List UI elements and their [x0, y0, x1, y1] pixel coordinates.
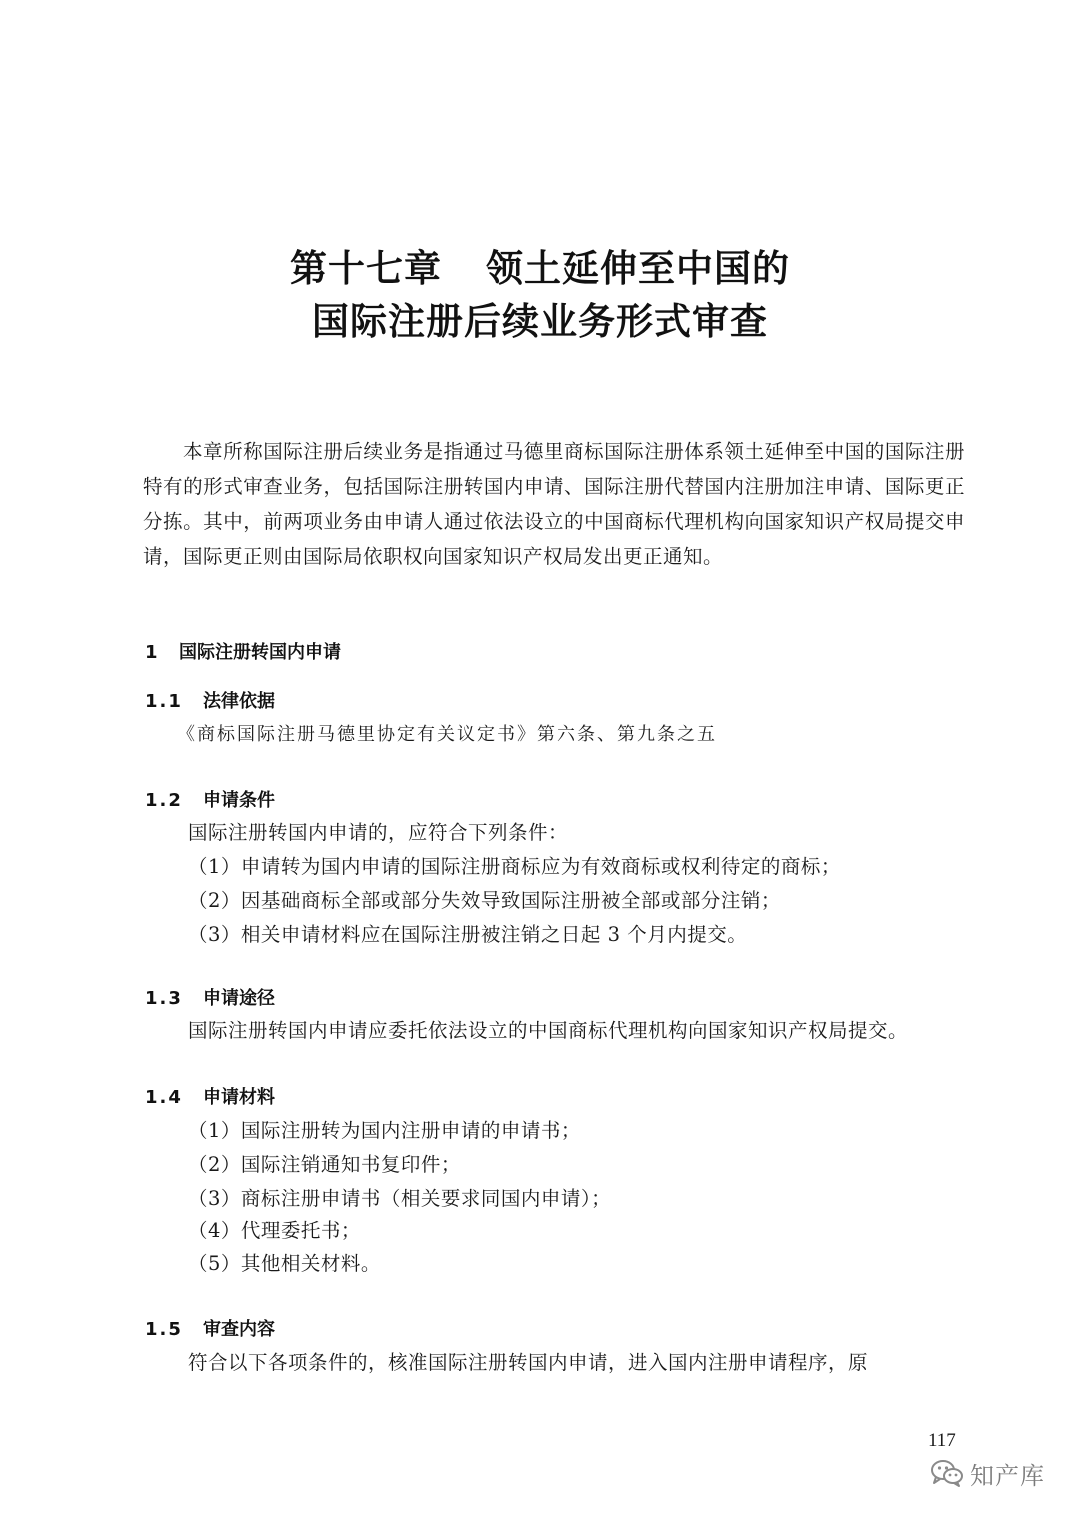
- subsection-1-3-heading: [145, 986, 275, 1012]
- review-content-text: 符合以下各项条件的，核准国际注册转国内申请，进入国内注册申请程序，原: [188, 1351, 869, 1374]
- subsection-1-2-heading: [145, 788, 275, 814]
- subsection-title: 申请材料: [203, 1087, 275, 1108]
- legal-basis-text: 《商标国际注册马德里协定有关议定书》第六条、第九条之五: [177, 724, 717, 745]
- subsection-1-1-heading: [145, 689, 275, 715]
- material-item-1: （1）国际注册转为国内注册申请的申请书；: [188, 1119, 581, 1142]
- material-item-3: （3）商标注册申请书（相关要求同国内申请）；: [188, 1187, 612, 1210]
- subsection-1-4-heading: [145, 1085, 275, 1111]
- material-item-4: （4）代理委托书；: [188, 1219, 361, 1242]
- condition-item-3: （3）相关申请材料应在国际注册被注销之日起 3 个月内提交。: [188, 923, 748, 946]
- chapter-title-part: 领土延伸至中国的: [486, 247, 790, 290]
- watermark: [930, 1455, 1045, 1491]
- subsection-title: 申请途径: [203, 988, 275, 1009]
- subsection-1-5-heading: [145, 1317, 275, 1343]
- section-title: 国际注册转国内申请: [179, 642, 341, 663]
- chapter-number: 第十七章: [290, 247, 442, 290]
- channel-text: 国际注册转国内申请应委托依法设立的中国商标代理机构向国家知识产权局提交。: [188, 1019, 909, 1042]
- subsection-number: 1.2: [145, 790, 183, 811]
- subsection-number: 1.1: [145, 691, 183, 712]
- condition-item-1: （1）申请转为国内申请的国际注册商标应为有效商标或权利待定的商标；: [188, 855, 841, 878]
- material-item-2: （2）国际注销通知书复印件；: [188, 1153, 461, 1176]
- wechat-icon: [930, 1458, 964, 1488]
- material-item-5: （5）其他相关材料。: [188, 1252, 381, 1275]
- section-1-heading: [145, 640, 341, 666]
- subsection-number: 1.3: [145, 988, 183, 1009]
- condition-item-2: （2）因基础商标全部或部分失效导致国际注册被全部或部分注销；: [188, 889, 781, 912]
- section-number: 1: [145, 642, 158, 663]
- subsection-title: 审查内容: [203, 1319, 275, 1340]
- subsection-number: 1.4: [145, 1087, 183, 1108]
- subsection-number: 1.5: [145, 1319, 183, 1340]
- intro-paragraph: 本章所称国际注册后续业务是指通过马德里商标国际注册体系领土延伸至中国的国际注册特有的形式审查业务，包括国际注册转国内申请、国际注册代替国内注册加注申请、国际更正分拣。其中，前两项业务由申请人通过依法设立的中国商标代理机构向国家知识产权局提交申请，国际更正则由国际局依职权向国家知识产权局发出更正通知。: [143, 440, 965, 568]
- chapter-title-line-2: 国际注册后续业务形式审查: [312, 300, 768, 343]
- watermark-text: 知产库: [970, 1461, 1045, 1490]
- chapter-title-line-1: [0, 241, 1080, 297]
- page-number: 117: [928, 1430, 956, 1451]
- subsection-title: 申请条件: [203, 790, 275, 811]
- subsection-title: 法律依据: [203, 691, 275, 712]
- conditions-lead: 国际注册转国内申请的，应符合下列条件：: [188, 821, 569, 844]
